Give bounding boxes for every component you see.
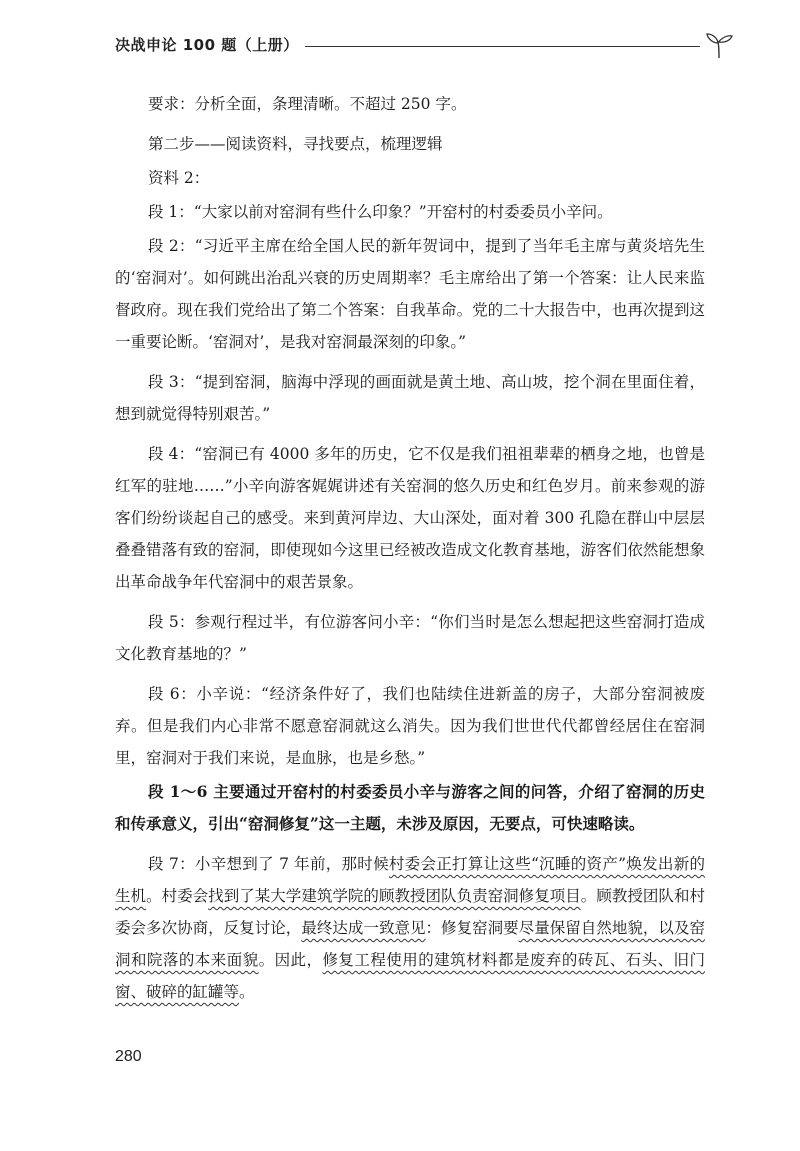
paragraph-seg5: 段 5：参观行程过半，有位游客问小辛：“你们当时是怎么想起把这些窑洞打造成文化教育基地的？” (115, 613, 705, 663)
paragraph-seg6: 段 6：小辛说：“经济条件好了，我们也陆续住进新盖的房子，大部分窑洞被废弃。但是我们内心非常不愿意窑洞就这么消失。因为我们世世代代都曾经居住在窑洞里，窑洞对于我们来说，是血脉，也是乡愁。” (115, 685, 705, 767)
paragraph-seg2: 段 2：“习近平主席在给全国人民的新年贺词中，提到了当年毛主席与黄炎培先生的‘窑洞对’。如何跳出治乱兴衰的历史周期率？毛主席给出了第一个答案：让人民来监督政府。现在我们党给出了第二个答案：自我革命。党的二十大报告中，也再次提到这一重要论断。‘窑洞对’，是我对窑洞最深刻的印象。” (115, 237, 705, 351)
sprout-icon (703, 30, 735, 60)
paragraph-seg1: 段 1：“大家以前对窑洞有些什么印象？”开窑村的村委委员小辛问。 (148, 203, 613, 221)
seg7-text: 。因此， (258, 951, 323, 969)
key-point-underline: 尽量保留自然地貌，以及窑洞和院落的本来面貌 (115, 919, 705, 969)
page-number: 280 (115, 1048, 142, 1065)
key-point-underline: 找到了某大学建筑学院的顾教授团队负责窑洞修复项目 (208, 887, 581, 905)
material-label: 资料 2： (148, 169, 210, 187)
seg7-text: 。顾教授团队和村委会多次协商，反复讨论， (115, 887, 705, 937)
key-point-underline: 修复工程使用的建筑材料都是废弃的砖瓦、石头、旧门窗、破碎的缸罐等 (115, 951, 705, 1001)
book-title: 决战申论 100 题（上册） (115, 36, 299, 54)
seg7-text: 。村委会 (146, 887, 209, 905)
key-point-underline: 最终达成一致意见 (301, 919, 426, 937)
running-header (115, 28, 735, 58)
seg7-text: 段 7：小辛想到了 7 年前，那时候 (148, 855, 389, 873)
paragraph-seg4: 段 4：“窑洞已有 4000 多年的历史，它不仅是我们祖祖辈辈的栖身之地，也曾是红军的驻地……”小辛向游客娓娓讲述有关窑洞的悠久历史和红色岁月。前来参观的游客们纷纷谈起自己的感受。来到黄河岸边、大山深处，面对着 300 孔隐在群山中层层叠叠错落有致的窑洞，即使现如今这里已经被改造成文化教育基地，游客们依然能想象出革命战争年代窑洞中的艰苦景象。 (115, 445, 705, 591)
page-body (115, 88, 705, 1008)
header-rule (305, 46, 700, 47)
seg7-text: 。 (239, 983, 255, 1001)
paragraph-seg7 (115, 848, 705, 1008)
key-point-underline: 村委会正打算让这些“沉睡的资产”焕发出新的生机 (115, 855, 705, 905)
analysis-note: 段 1～6 主要通过开窑村的村委委员小辛与游客之间的问答，介绍了窑洞的历史和传承意义，引出“窑洞修复”这一主题，未涉及原因，无要点，可快速略读。 (115, 782, 705, 833)
requirement-text: 要求：分析全面，条理清晰。不超过 250 字。 (148, 95, 467, 113)
step-heading: 第二步——阅读资料，寻找要点，梳理逻辑 (148, 135, 443, 153)
paragraph-seg3: 段 3：“提到窑洞，脑海中浮现的画面就是黄土地、高山坡，挖个洞在里面住着，想到就觉得特别艰苦。” (115, 373, 705, 423)
seg7-text: ：修复窑洞要 (425, 919, 519, 937)
